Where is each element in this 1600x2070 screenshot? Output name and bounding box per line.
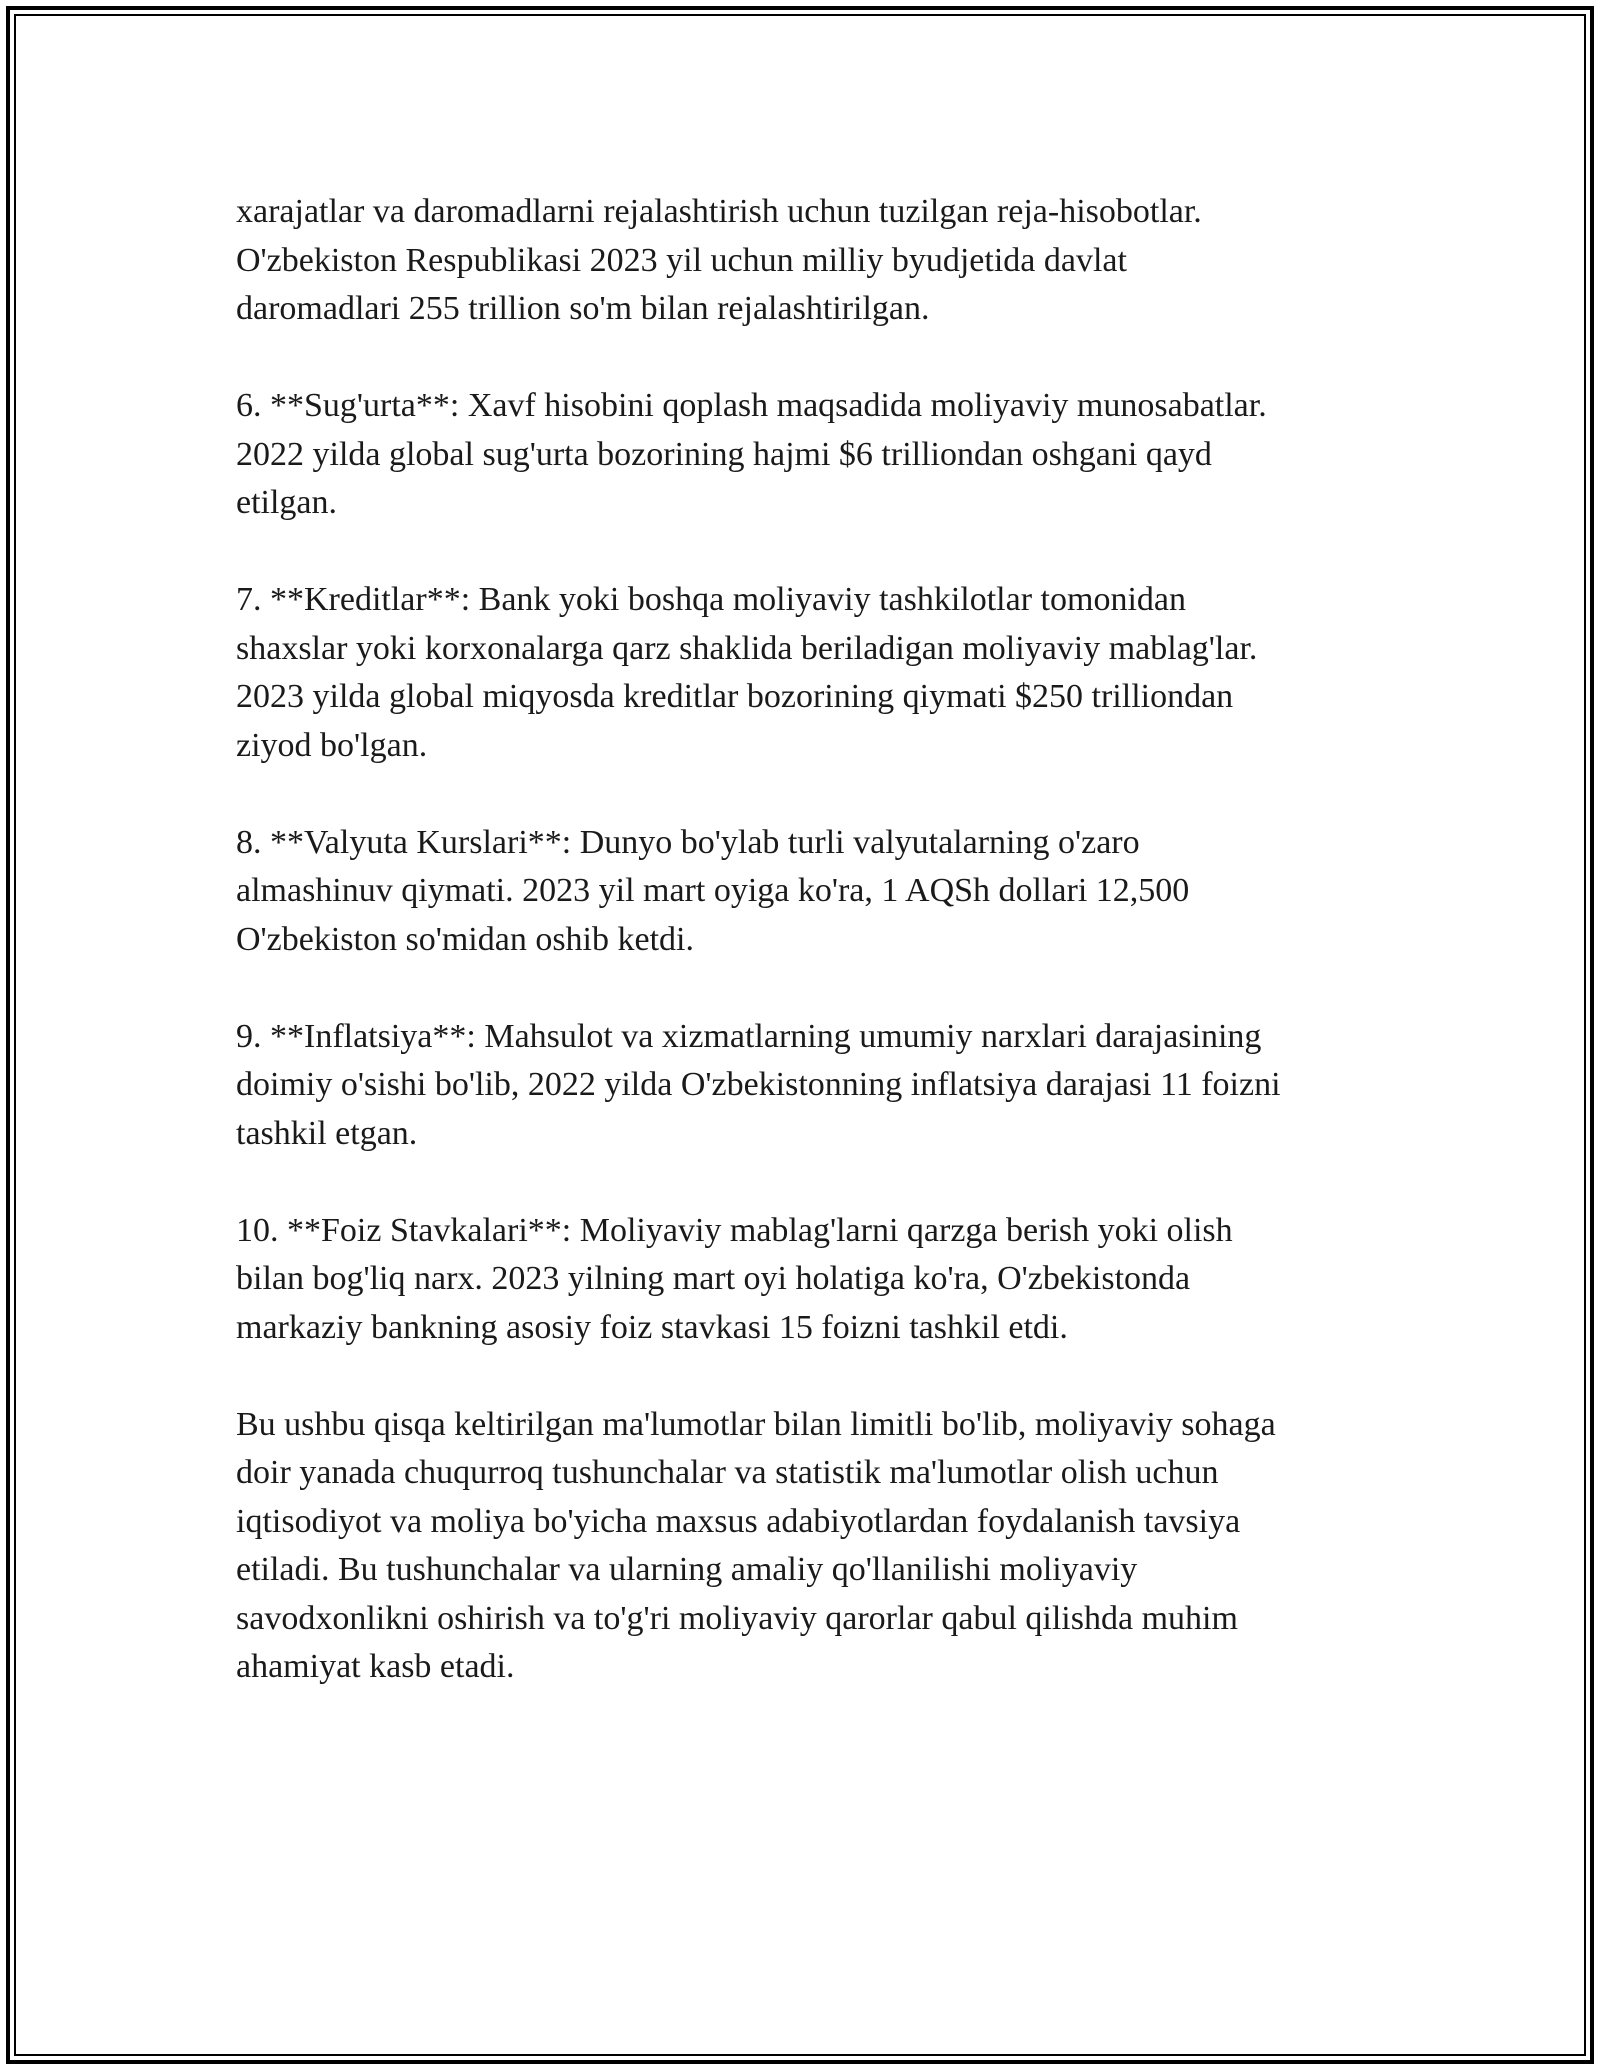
text-line: tashkil etgan. — [236, 1114, 418, 1152]
text-line: doimiy o'sishi bo'lib, 2022 yilda O'zbekistonning inflatsiya darajasi 11 foizni — [236, 1066, 1281, 1103]
text-line: shaxslar yoki korxonalarga qarz shaklida beriladigan moliyaviy mablag'lar. — [236, 629, 1258, 667]
paragraph-insurance — [236, 382, 1396, 528]
text-line: 8. **Valyuta Kurslari**: Dunyo bo'ylab turli valyutalarning o'zaro — [236, 823, 1140, 861]
text-line: 2023 yilda global miqyosda kreditlar bozorining qiymati $250 trilliondan — [236, 678, 1234, 715]
text-line: ziyod bo'lgan. — [236, 726, 428, 764]
paragraph-credits — [236, 576, 1396, 770]
paragraph-conclusion — [236, 1401, 1396, 1692]
paragraph-budget — [236, 188, 1396, 334]
text-line: O'zbekiston Respublikasi 2023 yil uchun milliy byudjetida davlat — [236, 241, 1127, 279]
text-line: etilgan. — [236, 484, 338, 521]
text-line: Bu ushbu qisqa keltirilgan ma'lumotlar bilan limitli bo'lib, moliyaviy sohaga — [236, 1405, 1276, 1443]
paragraph-inflation — [236, 1013, 1396, 1159]
text-line: markaziy bankning asosiy foiz stavkasi 15 foizni tashkil etdi. — [236, 1308, 1068, 1346]
text-line: 6. **Sug'urta**: Xavf hisobini qoplash maqsadida moliyaviy munosabatlar. — [236, 387, 1267, 424]
text-line: O'zbekiston so'midan oshib ketdi. — [236, 920, 694, 958]
document-body — [236, 188, 1396, 1740]
text-line: 7. **Kreditlar**: Bank yoki boshqa moliyaviy tashkilotlar tomonidan — [236, 581, 1186, 618]
text-line: almashinuv qiymati. 2023 yil mart oyiga ko'ra, 1 AQSh dollari 12,500 — [236, 872, 1190, 909]
text-line: savodxonlikni oshirish va to'g'ri moliyaviy qarorlar qabul qilishda muhim — [236, 1599, 1238, 1637]
text-line: ahamiyat kasb etadi. — [236, 1648, 515, 1685]
text-line: 10. **Foiz Stavkalari**: Moliyaviy mablag'larni qarzga berish yoki olish — [236, 1211, 1233, 1249]
paragraph-interest-rates — [236, 1207, 1396, 1353]
text-line: iqtisodiyot va moliya bo'yicha maxsus adabiyotlardan foydalanish tavsiya — [236, 1502, 1241, 1540]
paragraph-exchange-rates — [236, 819, 1396, 965]
text-line: etiladi. Bu tushunchalar va ularning amaliy qo'llanilishi moliyaviy — [236, 1551, 1138, 1588]
text-line: xarajatlar va daromadlarni rejalashtirish uchun tuzilgan reja-hisobotlar. — [236, 193, 1202, 230]
text-line: doir yanada chuqurroq tushunchalar va statistik ma'lumotlar olish uchun — [236, 1454, 1219, 1491]
text-line: daromadlari 255 trillion so'm bilan rejalashtirilgan. — [236, 290, 930, 327]
text-line: bilan bog'liq narx. 2023 yilning mart oyi holatiga ko'ra, O'zbekistonda — [236, 1260, 1191, 1297]
text-line: 2022 yilda global sug'urta bozorining hajmi $6 trilliondan oshgani qayd — [236, 435, 1212, 473]
text-line: 9. **Inflatsiya**: Mahsulot va xizmatlarning umumiy narxlari darajasining — [236, 1017, 1262, 1055]
